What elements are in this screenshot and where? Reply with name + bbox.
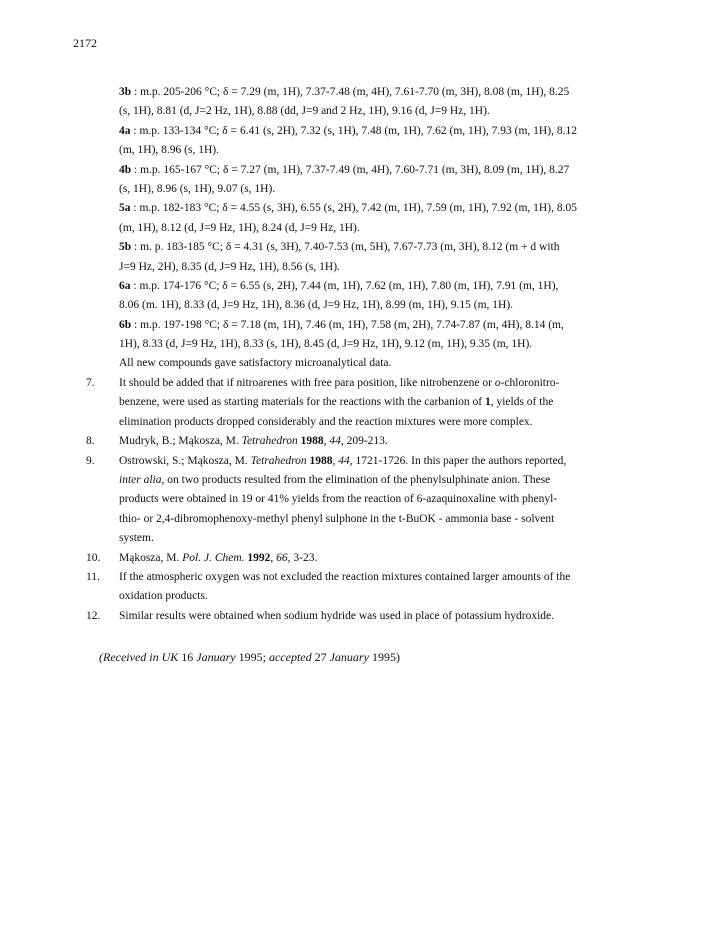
compound-4b-line-1: [119, 161, 639, 180]
reference-pages: , 209-213.: [340, 435, 388, 448]
compound-6a-text: : m.p. 174-176 °C; δ = 6.55 (s, 2H), 7.44 (m, 1H), 7.62 (m, 1H), 7.80 (m, 1H), 7.91 (m, 1H),: [130, 279, 559, 292]
footnote-body: [119, 568, 646, 607]
footnote-9: [86, 452, 646, 549]
reference-authors: Mąkosza, M.: [119, 551, 183, 564]
footnote-body: [119, 452, 646, 549]
compound-6b-text: : m.p. 197-198 °C; δ = 7.18 (m, 1H), 7.46 (m, 1H), 7.58 (m, 2H), 7.74-7.87 (m, 4H), 8.14 (m,: [131, 318, 564, 331]
compound-id-6a: 6a: [119, 279, 131, 292]
accepted-month: January: [329, 650, 369, 664]
compound-id-6b: 6b: [119, 318, 132, 331]
compound-4a-text: : m.p. 133-134 °C; δ = 6.41 (s, 2H), 7.32 (s, 1H), 7.48 (m, 1H), 7.62 (m, 1H), 7.93 (m, 1H), 8.12: [130, 124, 577, 137]
compound-3b-line-1: [119, 83, 639, 102]
received-accepted-dates: [99, 650, 400, 665]
footnote-9-line-5: system.: [119, 532, 154, 545]
microanalysis-note: All new compounds gave satisfactory microanalytical data.: [119, 357, 392, 370]
compound-data-block: [119, 83, 639, 374]
footnote-10: [86, 549, 646, 568]
received-month: January: [196, 650, 236, 664]
footnote-7-line-2: [119, 393, 646, 412]
footnote-body: [119, 374, 646, 432]
reference-line: [119, 432, 646, 451]
compound-6b-line-1: [119, 316, 639, 335]
compound-3b-line-2: (s, 1H), 8.81 (d, J=2 Hz, 1H), 8.88 (dd, J=9 and 2 Hz, 1H), 9.16 (d, J=9 Hz, 1H).: [119, 105, 490, 118]
footnote-8: [86, 432, 646, 451]
compound-id-4b: 4b: [119, 163, 132, 176]
page-number: 2172: [73, 36, 97, 50]
footnote-text: , on two products resulted from the elimination of the phenylsulphinate anion. These: [161, 473, 551, 486]
compound-6b-line-2: 1H), 8.33 (d, J=9 Hz, 1H), 8.33 (s, 1H), 8.45 (d, J=9 Hz, 1H), 9.12 (m, 1H), 9.35 (m, 1H).: [119, 338, 533, 351]
reference-authors: Ostrowski, S.; Mąkosza, M.: [119, 454, 251, 467]
reference-year: 1988: [297, 435, 324, 448]
footnote-number: 9.: [86, 454, 95, 467]
footnote-text: -chloronitro-: [500, 377, 560, 389]
compound-4a-line-2: (m, 1H), 8.96 (s, 1H).: [119, 144, 219, 157]
reference-sep: ,: [323, 435, 330, 448]
footnote-7-line-3: elimination products dropped considerably and the reaction mixtures were more complex.: [119, 415, 533, 428]
footnote-italic: o: [494, 377, 501, 389]
footnote-12-line-1: Similar results were obtained when sodium hydride was used in place of potassium hydroxide.: [119, 609, 554, 622]
compound-5a-line-1: [119, 199, 639, 218]
compound-id-3b: 3b: [119, 86, 132, 98]
footnote-11-line-1: If the atmospheric oxygen was not excluded the reaction mixtures contained larger amounts of the: [119, 570, 571, 583]
footnote-body: [119, 432, 646, 451]
compound-id-5b: 5b: [119, 241, 132, 254]
reference-journal: Tetrahedron: [241, 435, 298, 448]
compound-id-5a: 5a: [119, 202, 131, 215]
footnote-9-line-3: products were obtained in 19 or 41% yields from the reaction of 6-azaquinoxaline with phenyl-: [119, 493, 558, 506]
footnote-7-line-1: [119, 374, 646, 393]
reference-authors: Mudryk, B.; Mąkosza, M.: [119, 435, 242, 448]
footnote-number: 12.: [86, 609, 101, 622]
footnote-text: It should be added that if nitroarenes with free para position, like nitrobenzene or: [119, 377, 495, 389]
reference-pages: , 3-23.: [287, 551, 318, 564]
footnote-body: [119, 549, 646, 568]
reference-journal: Tetrahedron: [250, 454, 307, 467]
compound-4b-text: : m.p. 165-167 °C; δ = 7.27 (m, 1H), 7.37-7.49 (m, 4H), 7.60-7.71 (m, 3H), 8.09 (m, 1H), 8.27: [131, 163, 570, 176]
compound-ref: 1: [484, 396, 491, 409]
compound-3b-text: : m.p. 205-206 °C; δ = 7.29 (m, 1H), 7.37-7.48 (m, 4H), 7.61-7.70 (m, 3H), 8.08 (m, 1H), 8.25: [131, 86, 570, 98]
compound-4a-line-1: [119, 122, 639, 141]
footnote-7: [86, 374, 646, 432]
footnote-9-line-2: [119, 471, 646, 490]
compound-5b-line-2: J=9 Hz, 2H), 8.35 (d, J=9 Hz, 1H), 8.56 (s, 1H).: [119, 260, 340, 273]
reference-year: 1992: [244, 551, 271, 564]
footnote-12: [86, 607, 646, 626]
compound-6a-line-2: 8.06 (m. 1H), 8.33 (d, J=9 Hz, 1H), 8.36 (d, J=9 Hz, 1H), 8.99 (m, 1H), 9.15 (m, 1H).: [119, 299, 514, 312]
reference-sep: ,: [332, 454, 339, 467]
compound-5a-text: : m.p. 182-183 °C; δ = 4.55 (s, 3H), 6.55 (s, 2H), 7.42 (m, 1H), 7.59 (m, 1H), 7.92 (m, 1H), 8.05: [130, 202, 577, 215]
compound-5a-line-2: (m, 1H), 8.12 (d, J=9 Hz, 1H), 8.24 (d, J=9 Hz, 1H).: [119, 221, 360, 234]
compound-5b-text: : m. p. 183-185 °C; δ = 4.31 (s, 3H), 7.40-7.53 (m, 5H), 7.67-7.73 (m, 3H), 8.12 (m + d with: [131, 241, 560, 254]
footnote-9-line-4: thio- or 2,4-dibromophenoxy-methyl phenyl sulphone in the t-BuOK - ammonia base - solvent: [119, 512, 555, 525]
received-label: (Received in UK: [99, 650, 179, 664]
footnote-11: [86, 568, 646, 607]
footnote-italic: inter alia: [119, 473, 162, 486]
accepted-label: accepted: [268, 650, 312, 664]
footnote-text: , yields of the: [490, 396, 554, 409]
reference-line: [119, 452, 646, 471]
reference-volume: 66: [276, 551, 288, 564]
reference-pages: , 1721-1726. In this paper the authors reported,: [349, 454, 567, 467]
compound-4b-line-2: (s, 1H), 8.96 (s, 1H), 9.07 (s, 1H).: [119, 182, 276, 195]
footnote-number: 7.: [86, 377, 95, 389]
footnote-number: 8.: [86, 435, 95, 448]
compound-6a-line-1: [119, 277, 639, 296]
reference-year: 1988: [306, 454, 333, 467]
reference-sep: ,: [270, 551, 277, 564]
footnote-text: benzene, were used as starting materials for the reactions with the carbanion of: [119, 396, 485, 409]
accepted-day: 27: [311, 650, 330, 664]
footnotes-list: [86, 374, 646, 626]
compound-id-4a: 4a: [119, 124, 131, 137]
footnote-body: [119, 607, 646, 626]
accepted-year: 1995): [368, 650, 400, 664]
reference-volume: 44: [338, 454, 350, 467]
received-year: 1995;: [235, 650, 269, 664]
compound-5b-line-1: [119, 238, 639, 257]
reference-volume: 44: [329, 435, 341, 448]
footnote-number: 10.: [86, 551, 101, 564]
received-day: 16: [178, 650, 197, 664]
reference-line: [119, 549, 646, 568]
footnote-11-line-2: oxidation products.: [119, 590, 208, 603]
reference-journal: Pol. J. Chem.: [182, 551, 245, 564]
footnote-number: 11.: [86, 570, 100, 583]
